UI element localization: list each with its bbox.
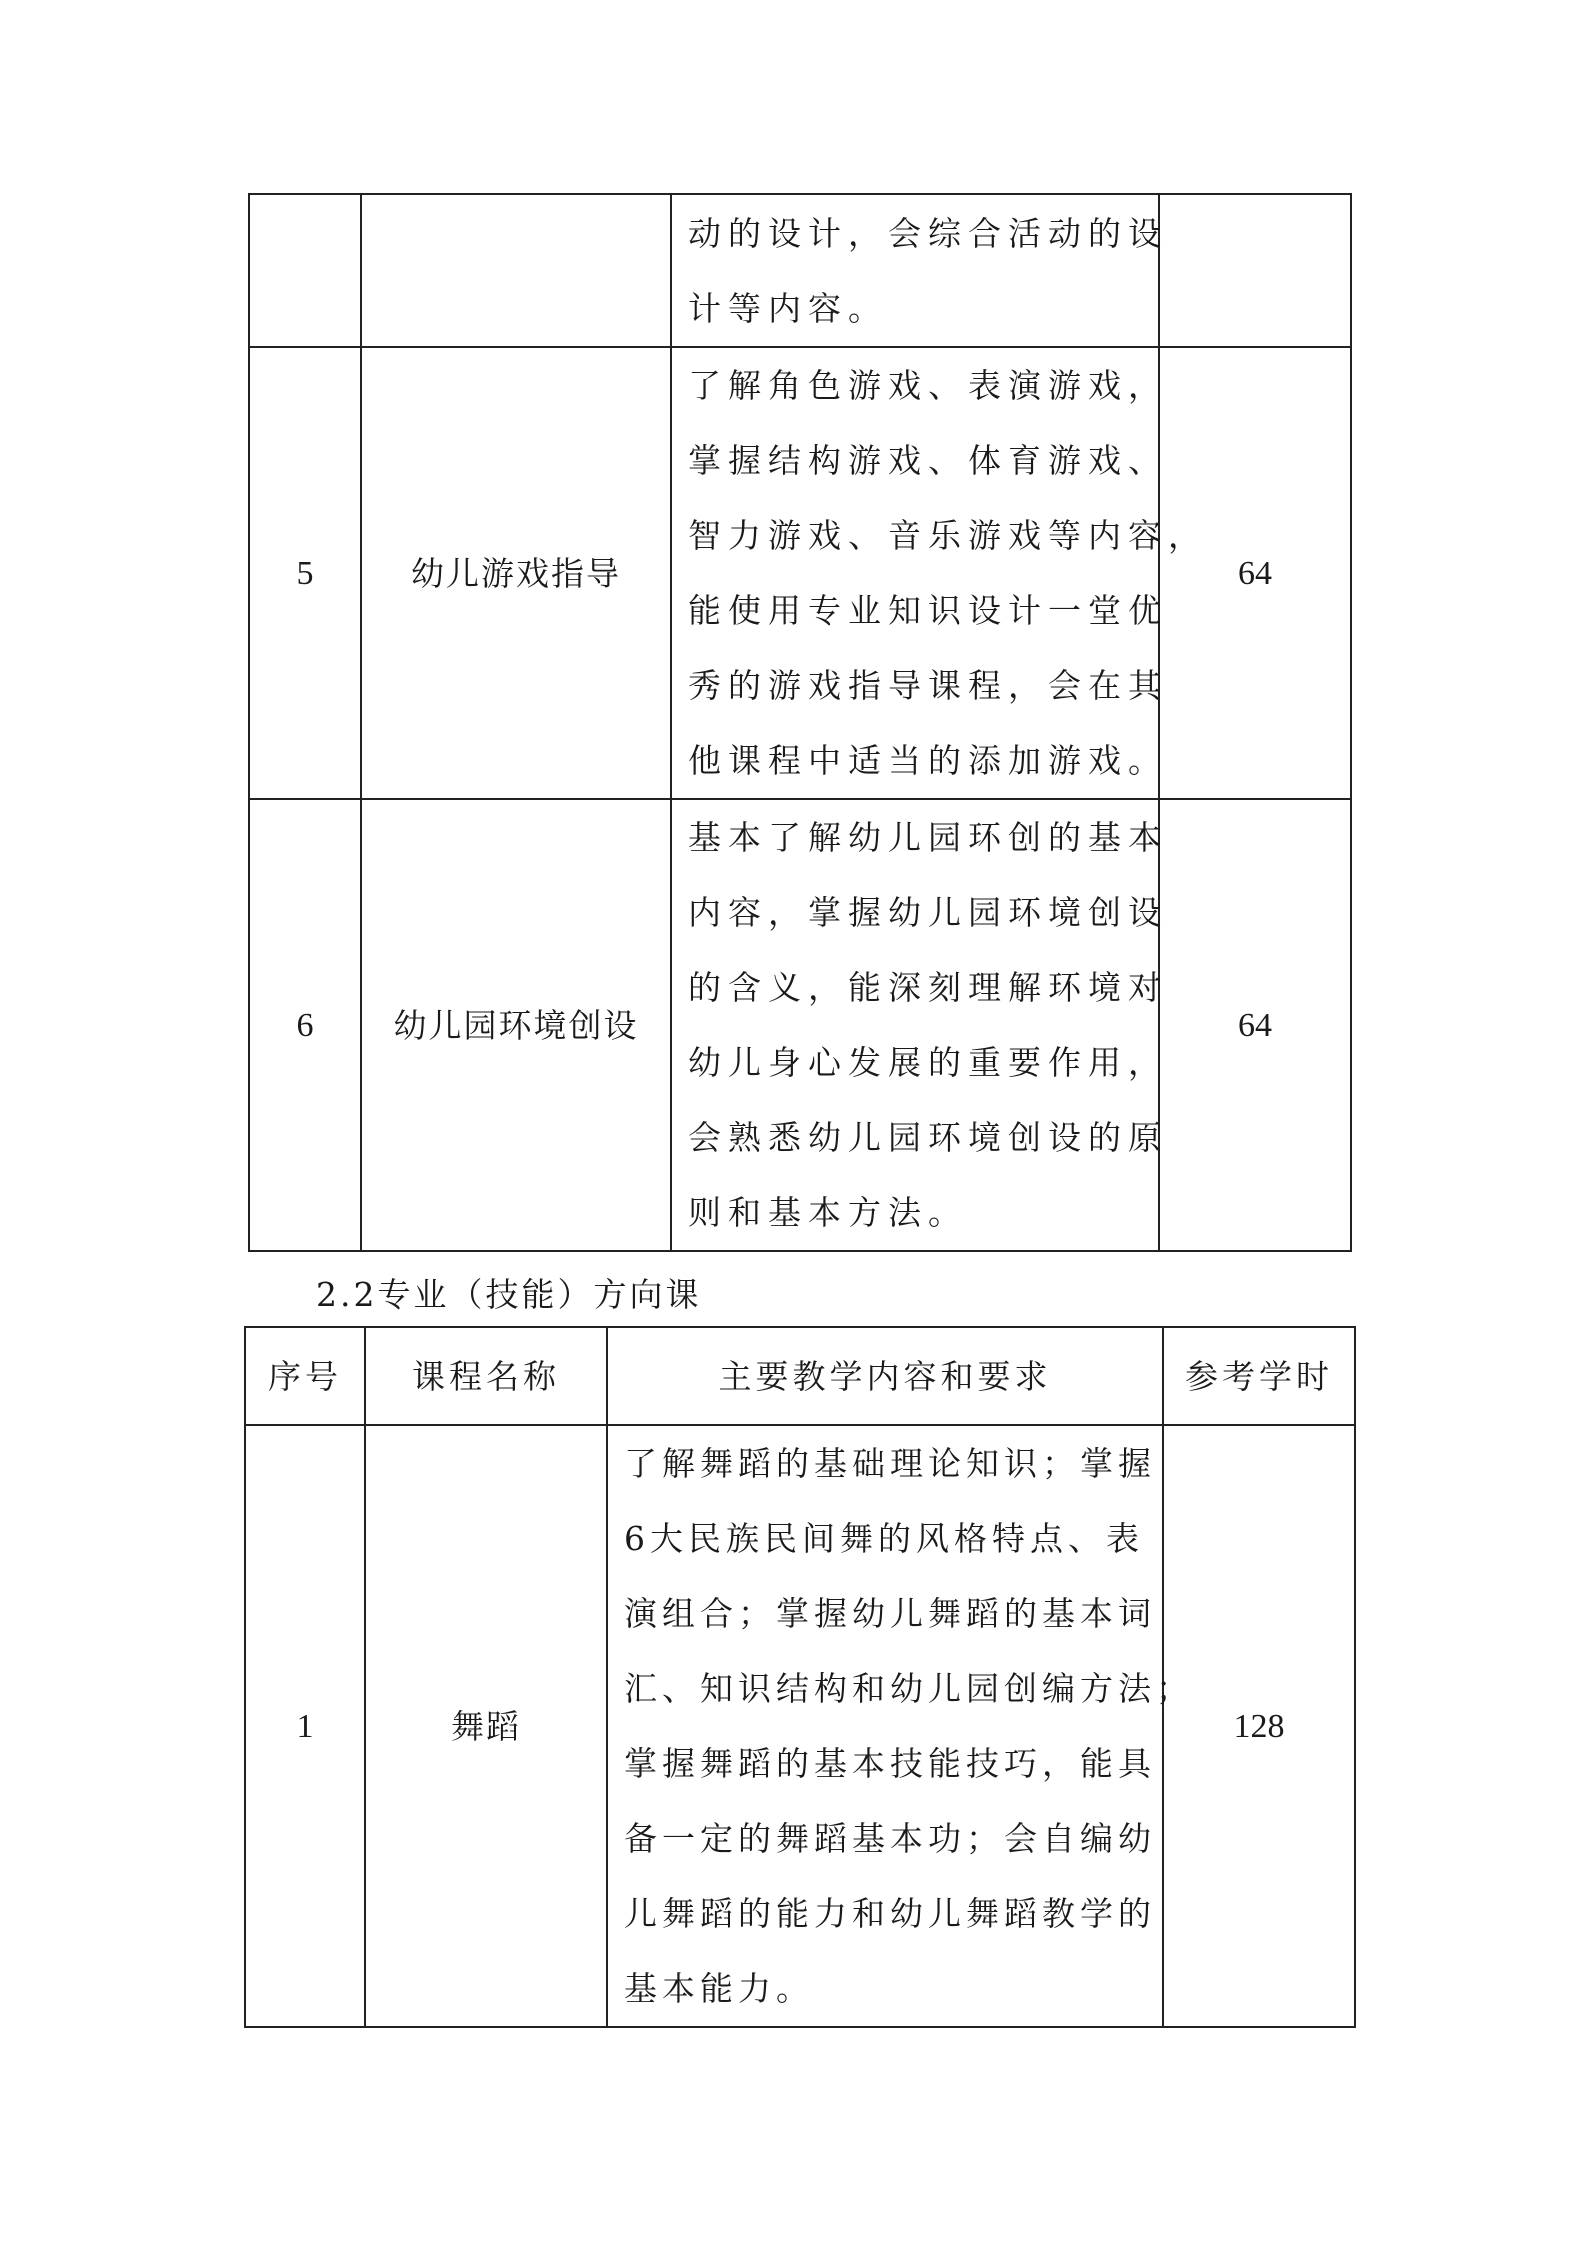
header-content: 主要教学内容和要求 — [607, 1327, 1163, 1425]
course-hours-cell: 128 — [1163, 1425, 1355, 2027]
content-line: 儿舞蹈的能力和幼儿舞蹈教学的 — [624, 1894, 1156, 1933]
course-hours-cell: 64 — [1159, 347, 1351, 799]
header-course-name: 课程名称 — [365, 1327, 607, 1425]
content-line: 掌握结构游戏、体育游戏、 — [688, 441, 1168, 480]
content-line: 基本能力。 — [624, 1969, 814, 2008]
content-line: 基本了解幼儿园环创的基本 — [688, 818, 1168, 857]
course-content-cell — [607, 1425, 1194, 2027]
content-line: 掌握舞蹈的基本技能技巧，能具 — [624, 1744, 1156, 1783]
course-content-cell — [671, 194, 1168, 347]
content-line: 计等内容。 — [688, 288, 888, 328]
table-header-row — [245, 1327, 1355, 1425]
content-line: 智力游戏、音乐游戏等内容， — [688, 516, 1208, 555]
table-row — [249, 347, 1351, 799]
content-line: 幼儿身心发展的重要作用， — [688, 1043, 1168, 1082]
section-heading: 2.2专业（技能）方向课 — [316, 1275, 702, 1314]
course-index-cell: 6 — [249, 799, 361, 1251]
direction-course-table — [244, 1326, 1356, 2028]
course-content-cell — [671, 347, 1208, 799]
table-row — [249, 799, 1351, 1251]
content-line: 则和基本方法。 — [688, 1193, 968, 1232]
content-line: 了解舞蹈的基础理论知识；掌握 — [624, 1444, 1156, 1483]
course-name-cell — [361, 194, 671, 347]
table-row — [245, 1425, 1355, 2027]
content-line: 动的设计，会综合活动的设 — [688, 213, 1168, 253]
content-line: 内容，掌握幼儿园环境创设 — [688, 893, 1168, 932]
content-line: 汇、知识结构和幼儿园创编方法； — [624, 1669, 1194, 1708]
content-line: 会熟悉幼儿园环境创设的原 — [688, 1118, 1168, 1157]
content-line: 了解角色游戏、表演游戏， — [688, 366, 1168, 405]
table-row — [249, 194, 1351, 347]
course-index-cell: 5 — [249, 347, 361, 799]
content-line: 演组合；掌握幼儿舞蹈的基本词 — [624, 1594, 1156, 1633]
header-index: 序号 — [245, 1327, 365, 1425]
content-line: 他课程中适当的添加游戏。 — [688, 741, 1168, 780]
header-hours: 参考学时 — [1163, 1327, 1355, 1425]
content-line: 6大民族民间舞的风格特点、表 — [624, 1519, 1144, 1558]
course-hours-cell: 64 — [1159, 799, 1351, 1251]
course-content-cell — [671, 799, 1168, 1251]
content-line: 秀的游戏指导课程，会在其 — [688, 666, 1168, 705]
course-table-continued — [248, 193, 1352, 1252]
course-name-cell: 幼儿游戏指导 — [361, 347, 671, 799]
course-name-cell: 幼儿园环境创设 — [361, 799, 671, 1251]
course-index-cell — [249, 194, 361, 347]
content-line: 备一定的舞蹈基本功；会自编幼 — [624, 1819, 1156, 1858]
content-line: 能使用专业知识设计一堂优 — [688, 591, 1168, 630]
course-name-cell: 舞蹈 — [365, 1425, 607, 2027]
course-hours-cell — [1159, 194, 1351, 347]
course-index-cell: 1 — [245, 1425, 365, 2027]
content-line: 的含义，能深刻理解环境对 — [688, 968, 1168, 1007]
